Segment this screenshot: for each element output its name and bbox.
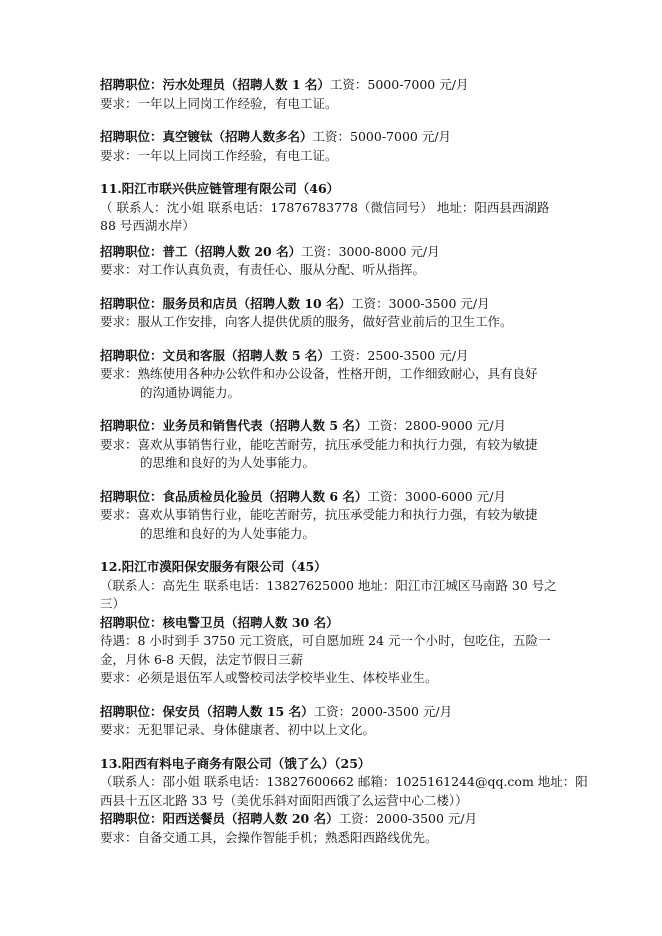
- job-heading: [100, 347, 570, 366]
- job-treatment-cont: 金，月休 6-8 天假，法定节假日三薪: [100, 651, 304, 667]
- job-title: 招聘职位：核电警卫员（招聘人数 30 名）: [100, 614, 339, 630]
- job-requirement-cont: 的沟通协调能力。: [140, 384, 241, 400]
- job-salary: 工资：2500-3500 元/月: [329, 347, 469, 363]
- job-title: 招聘职位：真空镀钛（招聘人数多名）: [100, 129, 313, 144]
- company-heading: 13.阳西有料电子商务有限公司（饿了么）（25）: [100, 755, 371, 771]
- job-title: 招聘职位：食品质检员化验员（招聘人数 6 名）: [100, 488, 368, 504]
- job-salary: 工资：2000-3500 元/月: [338, 811, 478, 826]
- job-requirement: 要求：喜欢从事销售行业，能吃苦耐劳，抗压承受能力和执行力强，有较为敏捷: [100, 436, 538, 452]
- job-salary: 工资：3000-3500 元/月: [351, 295, 490, 311]
- job-heading: [100, 810, 570, 829]
- company-heading: 12.阳江市漠阳保安服务有限公司（45）: [100, 559, 327, 574]
- job-title: 招聘职位：污水处理员（招聘人数 1 名）: [100, 77, 330, 92]
- job-requirement: 要求：自备交通工具，会操作智能手机；熟悉阳西路线优先。: [100, 829, 438, 845]
- company-contact: （ 联系人：沈小姐 联系电话：17876783778（微信同号） 地址：阳西县西湖路: [100, 199, 550, 215]
- job-heading: [100, 703, 570, 722]
- job-requirement: 要求：对工作认真负责，有责任心、服从分配、听从指挥。: [100, 262, 426, 277]
- job-requirement-cont: 的思维和良好的为人处事能力。: [140, 525, 316, 541]
- job-treatment: 待遇：8 小时到手 3750 元工资底，可自愿加班 24 元一个小时，包吃住，五险一: [100, 633, 551, 648]
- job-requirement-cont: 的思维和良好的为人处事能力。: [140, 455, 316, 470]
- job-salary: 工资：5000-7000 元/月: [312, 129, 452, 144]
- job-heading: [100, 128, 570, 147]
- company-contact-cont: 三）: [100, 596, 126, 611]
- job-requirement: 要求：熟练使用各种办公软件和办公设备，性格开朗，工作细致耐心，具有良好: [100, 366, 538, 381]
- job-title: 招聘职位：文员和客服（招聘人数 5 名）: [100, 347, 330, 363]
- job-salary: 工资：3000-8000 元/月: [301, 243, 440, 259]
- company-heading: 11.阳江市联兴供应链管理有限公司（46）: [100, 181, 340, 196]
- job-salary: 工资：2800-9000 元/月: [367, 418, 506, 433]
- document-page: [100, 76, 588, 847]
- job-requirement: 要求：喜欢从事销售行业，能吃苦耐劳，抗压承受能力和执行力强，有较为敏捷: [100, 507, 538, 522]
- job-title: 招聘职位：普工（招聘人数 20 名）: [100, 243, 302, 259]
- job-heading: [100, 243, 570, 262]
- job-heading: [100, 295, 570, 314]
- job-salary: 工资：3000-6000 元/月: [367, 488, 506, 504]
- job-heading: [100, 417, 570, 436]
- job-requirement: 要求：一年以上同岗工作经验，有电工证。: [100, 147, 338, 163]
- job-salary: 工资：2000-3500 元/月: [313, 703, 453, 719]
- company-contact-cont: 88 号西湖水岸）: [100, 218, 195, 233]
- job-title: 招聘职位：业务员和销售代表（招聘人数 5 名）: [100, 418, 368, 433]
- job-title: 招聘职位：服务员和店员（招聘人数 10 名）: [100, 295, 352, 311]
- job-requirement: 要求：无犯罪记录、身体健康者、初中以上文化。: [100, 722, 376, 737]
- job-requirement: 要求：必须是退伍军人或警校司法学校毕业生、体校毕业生。: [100, 670, 438, 685]
- job-title: 招聘职位：阳西送餐员（招聘人数 20 名）: [100, 811, 339, 826]
- job-salary: 工资：5000-7000 元/月: [329, 77, 469, 92]
- company-contact-cont: 西县十五区北路 33 号（美优乐斜对面阳西饿了么运营中心二楼））: [100, 792, 468, 808]
- job-title: 招聘职位：保安员（招聘人数 15 名）: [100, 703, 314, 719]
- company-contact: （联系人：高先生 联系电话：13827625000 地址：阳江市江城区马南路 30 号之: [100, 577, 557, 593]
- job-heading: [100, 488, 570, 507]
- company-contact: （联系人：邵小姐 联系电话：13827600662 邮箱：1025161244@qq.com 地址：阳: [100, 774, 588, 789]
- job-requirement: 要求：一年以上同岗工作经验，有电工证。: [100, 95, 338, 111]
- job-heading: [100, 76, 570, 95]
- job-requirement: 要求：服从工作安排，向客人提供优质的服务，做好营业前后的卫生工作。: [100, 314, 513, 329]
